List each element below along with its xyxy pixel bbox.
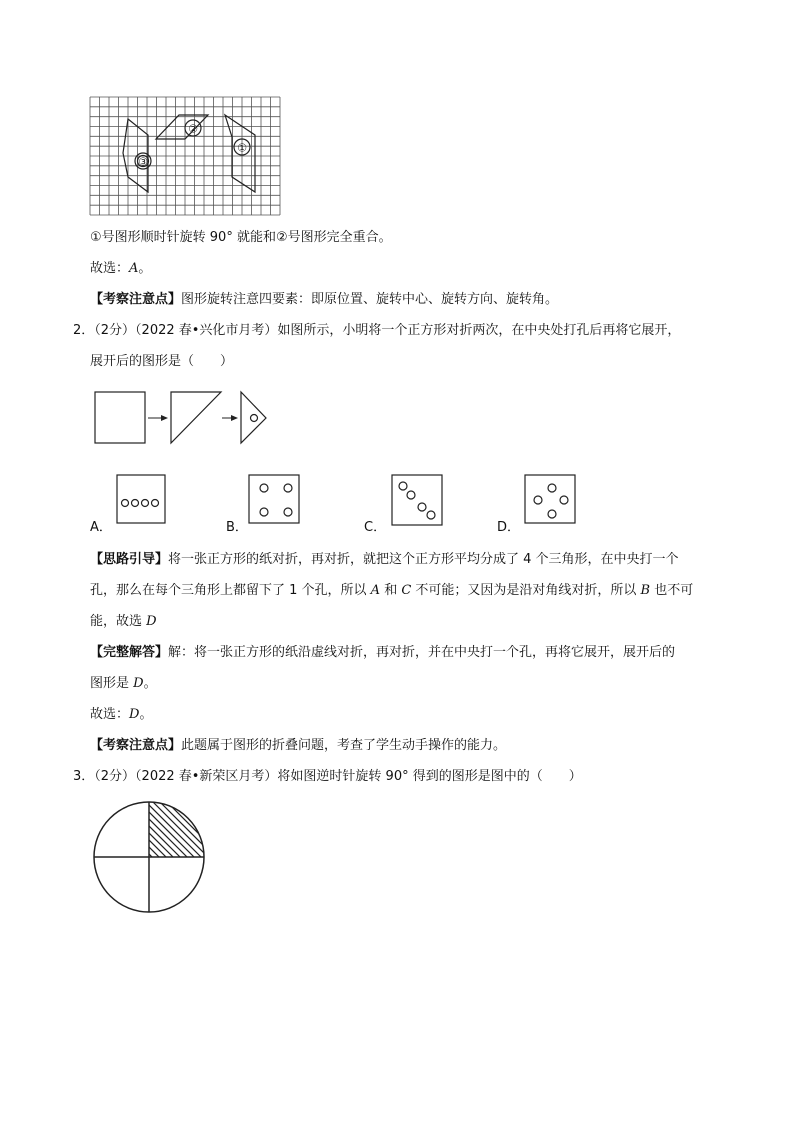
- note-tag: 【考察注意点】: [90, 292, 182, 307]
- q1-note: 【考察注意点】图形旋转注意四要素：即原位置、旋转中心、旋转方向、旋转角。: [90, 292, 559, 307]
- q1-explanation: ①号图形顺时针旋转 90° 就能和②号图形完全重合。: [90, 230, 392, 245]
- option-b-figure[interactable]: [248, 474, 300, 524]
- option-c-label[interactable]: C．: [364, 520, 387, 535]
- circle-label-2: ②: [188, 122, 198, 136]
- q2-hint-line3: 能，故选 D: [90, 614, 157, 629]
- q3-stem: 3．（2分）（2022 春•新荣区月考）将如图逆时针旋转 90° 得到的图形是图中的（ ）: [73, 769, 582, 784]
- q2-stem-line1: 2．（2分）（2022 春•兴化市月考）如图所示，小明将一个正方形对折两次，在中央处打孔后再将它展开，: [73, 323, 681, 338]
- q1-answer: 故选：A。: [90, 261, 152, 276]
- shape-2: [156, 115, 208, 139]
- q2-hint-line2: 孔，那么在每个三角形上都留下了 1 个孔，所以 A 和 C 不可能；又因为是沿对角线对折，所以 B 也不可: [90, 583, 694, 598]
- option-a-figure[interactable]: [116, 474, 166, 524]
- rotation-grid-figure: [90, 97, 280, 215]
- q2-solution-line2: 图形是 D。: [90, 676, 157, 691]
- q2-answer: 故选：D。: [90, 707, 153, 722]
- q2-stem-line2: 展开后的图形是（ ）: [90, 354, 234, 369]
- option-c-figure[interactable]: [391, 474, 443, 526]
- circle-label-1: ①: [237, 141, 247, 155]
- option-b-label[interactable]: B．: [226, 520, 248, 535]
- option-d-label[interactable]: D．: [497, 520, 521, 535]
- folding-sequence-figure: [94, 391, 274, 449]
- option-d-figure[interactable]: [524, 474, 576, 524]
- q2-solution-line1: 【完整解答】解：将一张正方形的纸沿虚线对折，再对折，并在中央打一个孔，再将它展开，展开后的: [90, 645, 676, 660]
- circle-label-3: ③: [138, 155, 148, 169]
- circle-quadrant-figure: [93, 801, 205, 913]
- q2-note: 【考察注意点】此题属于图形的折叠问题，考查了学生动手操作的能力。: [90, 738, 507, 753]
- option-a-label[interactable]: A．: [90, 520, 112, 535]
- q2-hint-line1: 【思路引导】将一张正方形的纸对折，再对折，就把这个正方形平均分成了 4 个三角形，在中央打一个: [90, 552, 679, 567]
